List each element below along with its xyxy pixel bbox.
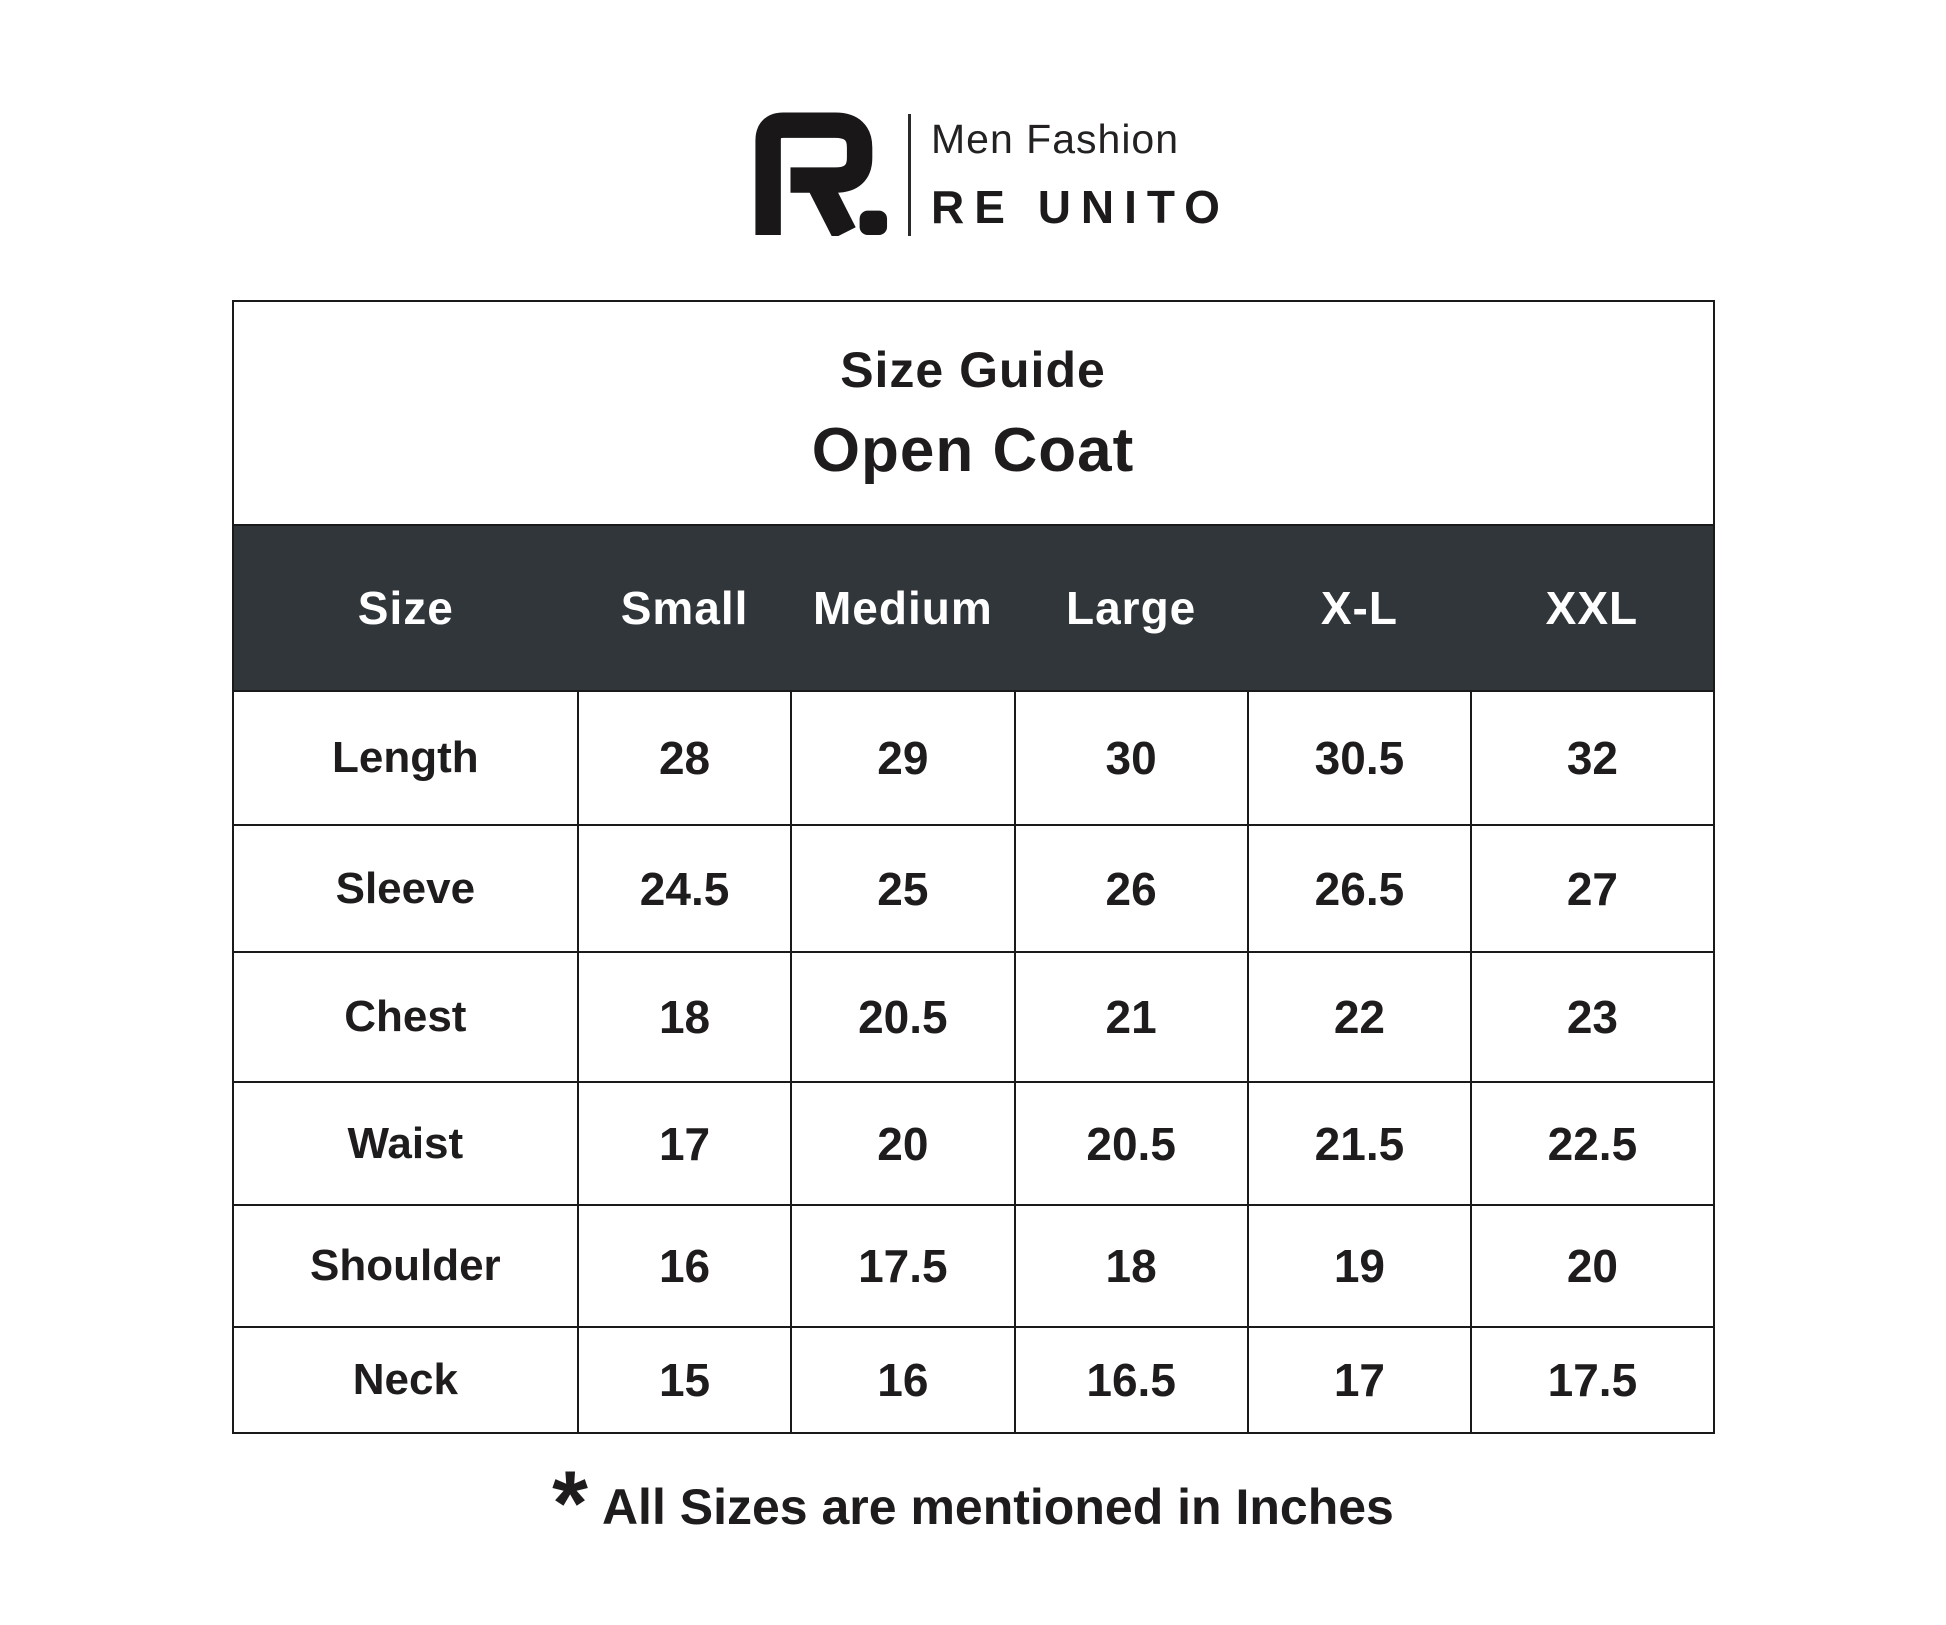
row-label-neck: Neck bbox=[233, 1327, 579, 1433]
row-label-length: Length bbox=[233, 691, 579, 825]
size-value-cell: 16 bbox=[578, 1205, 791, 1327]
column-header-large: Large bbox=[1015, 525, 1248, 691]
row-label-waist: Waist bbox=[233, 1082, 579, 1205]
size-value-cell: 23 bbox=[1471, 952, 1713, 1082]
size-value-cell: 20.5 bbox=[1015, 1082, 1248, 1205]
size-value-cell: 22.5 bbox=[1471, 1082, 1713, 1205]
footnote: * All Sizes are mentioned in Inches bbox=[552, 1453, 1394, 1555]
size-value-cell: 20 bbox=[791, 1082, 1015, 1205]
size-value-cell: 18 bbox=[578, 952, 791, 1082]
size-value-cell: 29 bbox=[791, 691, 1015, 825]
size-value-cell: 32 bbox=[1471, 691, 1713, 825]
size-value-cell: 21 bbox=[1015, 952, 1248, 1082]
size-value-cell: 16.5 bbox=[1015, 1327, 1248, 1433]
brand-logo bbox=[18, 0, 1946, 236]
size-value-cell: 15 bbox=[578, 1327, 791, 1433]
column-header-size: Size bbox=[233, 525, 579, 691]
table-subtitle: Open Coat bbox=[811, 415, 1135, 485]
size-value-cell: 19 bbox=[1248, 1205, 1472, 1327]
column-header-xl: X-L bbox=[1248, 525, 1472, 691]
brand-text-block bbox=[931, 112, 1230, 236]
brand-name: RE UNITO bbox=[931, 181, 1230, 233]
size-value-cell: 27 bbox=[1471, 825, 1713, 952]
size-value-cell: 30 bbox=[1015, 691, 1248, 825]
size-guide-table bbox=[232, 300, 1715, 1434]
table-row bbox=[233, 691, 1714, 825]
size-value-cell: 21.5 bbox=[1248, 1082, 1472, 1205]
table-row bbox=[233, 1205, 1714, 1327]
table-title-cell bbox=[233, 301, 1714, 525]
row-label-chest: Chest bbox=[233, 952, 579, 1082]
size-value-cell: 17 bbox=[578, 1082, 791, 1205]
size-value-cell: 25 bbox=[791, 825, 1015, 952]
size-value-cell: 16 bbox=[791, 1327, 1015, 1433]
brand-r-logo-icon bbox=[752, 112, 892, 236]
size-value-cell: 22 bbox=[1248, 952, 1472, 1082]
logo-divider bbox=[908, 114, 911, 236]
brand-tagline: Men Fashion bbox=[931, 116, 1180, 162]
size-value-cell: 20 bbox=[1471, 1205, 1713, 1327]
size-value-cell: 28 bbox=[578, 691, 791, 825]
size-value-cell: 17.5 bbox=[791, 1205, 1015, 1327]
table-title: Size Guide bbox=[840, 341, 1106, 398]
size-value-cell: 17.5 bbox=[1471, 1327, 1713, 1433]
row-label-sleeve: Sleeve bbox=[233, 825, 579, 952]
size-value-cell: 18 bbox=[1015, 1205, 1248, 1327]
size-value-cell: 24.5 bbox=[578, 825, 791, 952]
column-header-medium: Medium bbox=[791, 525, 1015, 691]
column-header-xxl: XXL bbox=[1471, 525, 1713, 691]
table-row bbox=[233, 825, 1714, 952]
row-label-shoulder: Shoulder bbox=[233, 1205, 579, 1327]
column-header-small: Small bbox=[578, 525, 791, 691]
table-row bbox=[233, 1082, 1714, 1205]
size-value-cell: 30.5 bbox=[1248, 691, 1472, 825]
footnote-text: All Sizes are mentioned in Inches bbox=[601, 1479, 1394, 1535]
table-row bbox=[233, 1327, 1714, 1433]
size-value-cell: 20.5 bbox=[791, 952, 1015, 1082]
size-value-cell: 26.5 bbox=[1248, 825, 1472, 952]
table-title-row bbox=[233, 301, 1714, 525]
size-value-cell: 17 bbox=[1248, 1327, 1472, 1433]
size-value-cell: 26 bbox=[1015, 825, 1248, 952]
table-header-row bbox=[233, 525, 1714, 691]
table-row bbox=[233, 952, 1714, 1082]
